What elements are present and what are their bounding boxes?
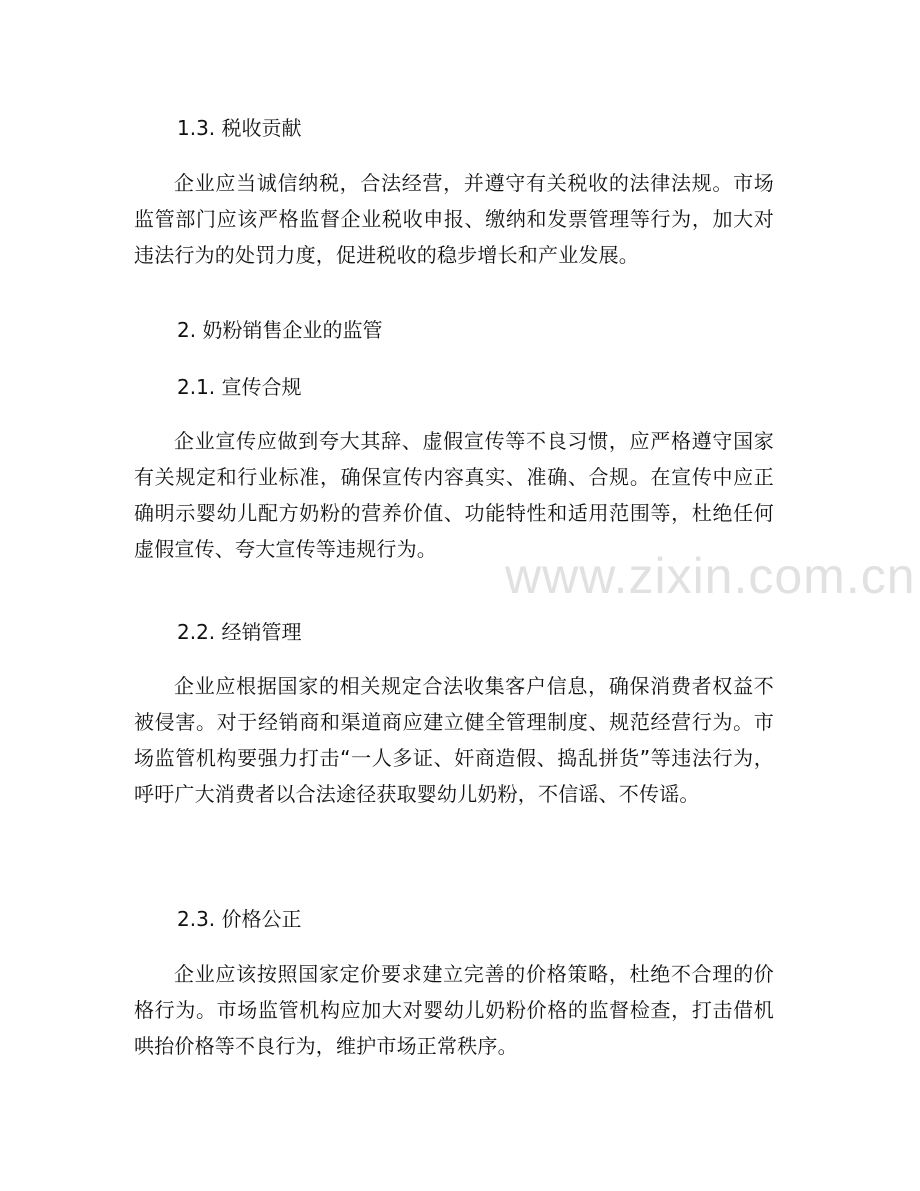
- section-heading-2-2: 2.2. 经销管理: [177, 620, 302, 644]
- paragraph-distribution-management: 企业应根据国家的相关规定合法收集客户信息，确保消费者权益不被侵害。对于经销商和渠道商应建立健全管理制度、规范经营行为。市场监管机构要强力打击“一人多证、奸商造假、捣乱拼货”等违法行为，呼吁广大消费者以合法途径获取婴幼儿奶粉，不信谣、不传谣。: [134, 674, 774, 806]
- paragraph-advertising-compliance: 企业宣传应做到夸大其辞、虚假宣传等不良习惯，应严格遵守国家有关规定和行业标准，确保宣传内容真实、准确、合规。在宣传中应正确明示婴幼儿配方奶粉的营养价值、功能特性和适用范围等，杜绝任何虚假宣传、夸大宣传等违规行为。: [134, 429, 774, 561]
- section-heading-2-1: 2.1. 宣传合规: [177, 375, 302, 399]
- paragraph-tax-contribution: 企业应当诚信纳税，合法经营，并遵守有关税收的法律法规。市场监管部门应该严格监督企业税收申报、缴纳和发票管理等行为，加大对违法行为的处罚力度，促进税收的稳步增长和产业发展。: [134, 171, 774, 267]
- watermark: www.zixin.com.cn: [505, 548, 916, 604]
- section-heading-2: 2. 奶粉销售企业的监管: [177, 318, 383, 342]
- section-heading-2-3: 2.3. 价格公正: [177, 907, 302, 931]
- paragraph-price-fairness: 企业应该按照国家定价要求建立完善的价格策略，杜绝不合理的价格行为。市场监管机构应加大对婴幼儿奶粉价格的监督检查，打击借机哄抬价格等不良行为，维护市场正常秩序。: [134, 962, 774, 1058]
- section-heading-1-3: 1.3. 税收贡献: [177, 116, 302, 140]
